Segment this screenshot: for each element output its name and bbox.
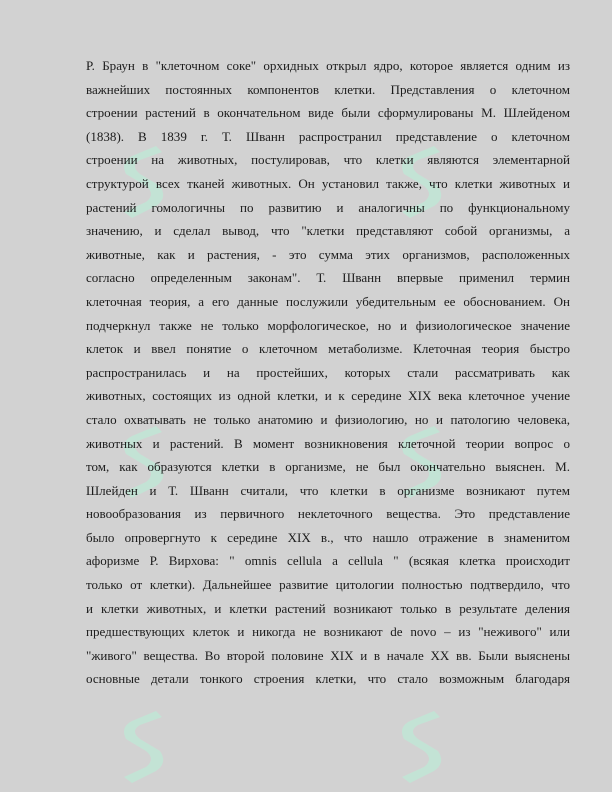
text-line: том, как образуются клетки в организме, не был окончательно выяснен. М. <box>86 459 570 475</box>
watermark-icon <box>112 705 172 785</box>
text-line: "живого" вещества. Во второй половине XIX и в начале XX вв. Были выяснены <box>86 647 570 663</box>
text-line: афоризме Р. Вирхова: " omnis cellula a cellula " (всякая клетка происходит <box>86 553 570 569</box>
text-line: клеточная теория, а его данные послужили убедительным ее обоснованием. Он <box>86 293 570 309</box>
text-line: строении растений в окончательном виде были сформулированы М. Шлейденом <box>86 105 570 121</box>
text-line: новообразования из первичного неклеточного вещества. Это представление <box>86 506 570 522</box>
text-line: было опровергнуто к середине XIX в., что нашло отражение в знаменитом <box>86 529 570 545</box>
text-line: животных и растений. В момент возникновения клеточной теории вопрос о <box>86 435 570 451</box>
text-line: распространилась и на простейших, которых стали рассматривать как <box>86 364 570 380</box>
text-line: согласно определенным законам". Т. Шванн впервые применил термин <box>86 270 570 286</box>
text-line: (1838). В 1839 г. Т. Шванн распространил представление о клеточном <box>86 128 570 144</box>
text-line: животные, как и растения, - это сумма этих организмов, расположенных <box>86 246 570 262</box>
text-line: значению, и сделал вывод, что "клетки представляют собой организмы, а <box>86 223 570 239</box>
text-line: только от клетки). Дальнейшее развитие цитологии полностью подтвердило, что <box>86 577 570 593</box>
watermark-icon <box>390 705 450 785</box>
text-line: важнейших постоянных компонентов клетки. Представления о клеточном <box>86 81 570 97</box>
text-line: Р. Браун в "клеточном соке" орхидных открыл ядро, которое является одним из <box>86 58 570 73</box>
text-line: структурой всех тканей животных. Он установил также, что клетки животных и <box>86 175 570 191</box>
text-line: строении на животных, постулировав, что клетки являются элементарной <box>86 152 570 168</box>
text-line: подчеркнул также не только морфологическое, но и физиологическое значение <box>86 317 570 333</box>
text-line: предшествующих клеток и никогда не возникают de novo – из "неживого" или <box>86 624 570 640</box>
text-line: стало охватывать не только анатомию и физиологию, но и патологию человека, <box>86 411 570 427</box>
text-line: Шлейден и Т. Шванн считали, что клетки в организме возникают путем <box>86 482 570 498</box>
text-line: растений гомологичны по развитию и аналогичны по функциональному <box>86 199 570 215</box>
text-line: основные детали тонкого строения клетки, что стало возможным благодаря <box>86 671 570 687</box>
text-line: клеток и ввел понятие о клеточном метаболизме. Клеточная теория быстро <box>86 341 570 357</box>
text-line: и клетки животных, и клетки растений возникают только в результате деления <box>86 600 570 616</box>
text-line: животных, состоящих из одной клетки, и к середине XIX века клеточное учение <box>86 388 570 404</box>
body-text <box>86 54 570 691</box>
